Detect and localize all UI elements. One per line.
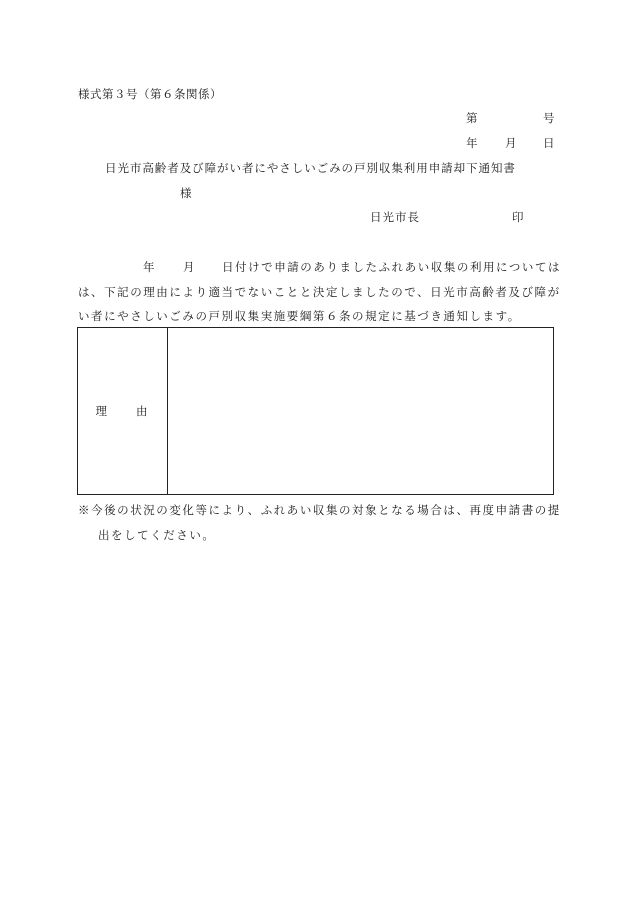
body-text-line2: は、下記の理由により適当でないことと決定しましたので、日光市高齢者及び障が — [78, 285, 561, 299]
application-year-label: 年 — [143, 260, 155, 274]
date-month-label: 月 — [505, 136, 517, 150]
reason-value — [174, 336, 545, 486]
reason-label: 理 由 — [95, 404, 150, 418]
reason-table — [77, 327, 554, 495]
document-title: 日光市高齢者及び障がい者にやさしいごみの戸別収集利用申請却下通知書 — [105, 161, 516, 175]
body-text-line3: い者にやさしいごみの戸別収集実施要綱第６条の規定に基づき通知します。 — [78, 309, 521, 323]
note-line1: ※今後の状況の変化等により、ふれあい収集の対象となる場合は、再度申請書の提 — [78, 503, 561, 517]
date-day-label: 日 — [543, 136, 555, 150]
note-line2: 出をしてください。 — [98, 528, 216, 542]
document-number-prefix: 第 — [466, 111, 478, 125]
body-text-line1: 日付けで申請のありましたふれあい収集の利用については — [222, 260, 562, 274]
seal-mark: 印 — [512, 210, 524, 224]
application-month-label: 月 — [183, 260, 195, 274]
date-year-label: 年 — [466, 136, 478, 150]
document-number-suffix: 号 — [543, 111, 555, 125]
addressee-suffix: 様 — [180, 186, 192, 200]
form-number: 様式第３号（第６条関係） — [78, 87, 222, 101]
reason-table-divider — [167, 328, 168, 494]
issuer-name: 日光市長 — [370, 210, 420, 224]
